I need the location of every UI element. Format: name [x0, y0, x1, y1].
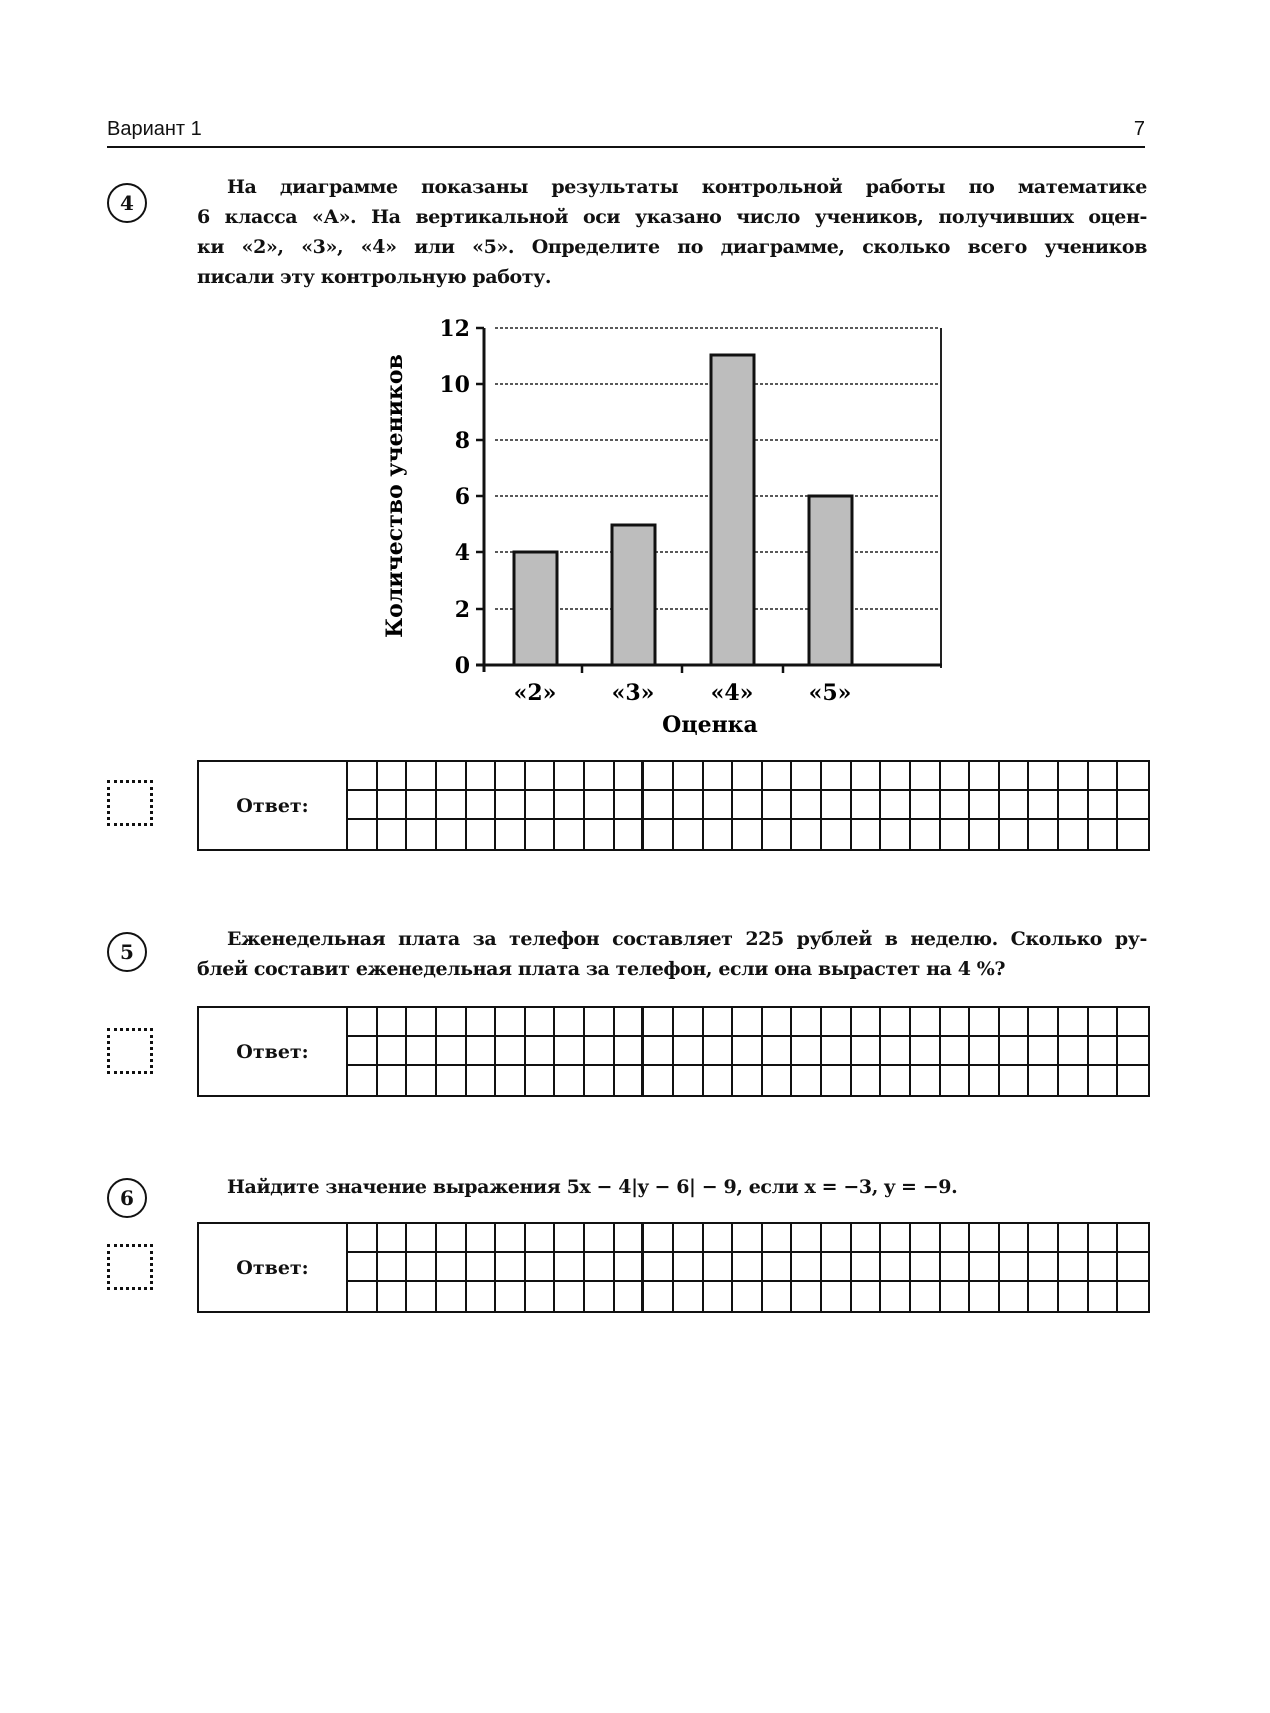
answer-cell[interactable] — [911, 1037, 941, 1066]
answer-cell[interactable] — [763, 820, 793, 849]
answer-cell[interactable] — [852, 1282, 882, 1311]
answer-cell[interactable] — [1118, 1282, 1148, 1311]
question-text-line: Еженедельная плата за телефон составляет 225 рублей в неделю. Сколько ру- — [227, 928, 1147, 950]
answer-cell[interactable] — [763, 1282, 793, 1311]
answer-cell[interactable] — [1089, 1282, 1119, 1311]
answer-cell[interactable] — [970, 762, 1000, 791]
answer-cell[interactable] — [1059, 762, 1089, 791]
answer-cell[interactable] — [526, 762, 556, 791]
answer-cell[interactable] — [555, 791, 585, 820]
answer-cell[interactable] — [1000, 1066, 1030, 1095]
bar-chart — [380, 300, 960, 750]
answer-cell[interactable] — [437, 1037, 467, 1066]
answer-cell[interactable] — [467, 1037, 497, 1066]
answer-cell[interactable] — [763, 791, 793, 820]
answer-cell[interactable] — [852, 1253, 882, 1282]
answer-cell[interactable] — [555, 1253, 585, 1282]
answer-cell[interactable] — [674, 1224, 704, 1253]
answer-cell[interactable] — [822, 1253, 852, 1282]
x-axis-title: Оценка — [662, 712, 758, 738]
answer-cell[interactable] — [407, 1037, 437, 1066]
answer-cell[interactable] — [496, 1066, 526, 1095]
answer-cell[interactable] — [763, 1037, 793, 1066]
answer-cell[interactable] — [881, 762, 911, 791]
question-text-line: ки «2», «3», «4» или «5». Определите по диаграмме, сколько всего учеников — [197, 236, 1147, 258]
answer-cell[interactable] — [348, 1008, 378, 1037]
answer-cell[interactable] — [526, 1253, 556, 1282]
answer-cell[interactable] — [615, 1224, 645, 1253]
question-number-badge: 4 — [107, 183, 147, 223]
answer-cell[interactable] — [378, 1066, 408, 1095]
answer-cell[interactable] — [792, 820, 822, 849]
answer-cell[interactable] — [555, 1037, 585, 1066]
answer-cell[interactable] — [1118, 762, 1148, 791]
answer-cell[interactable] — [881, 791, 911, 820]
answer-cell[interactable] — [585, 762, 615, 791]
answer-cell[interactable] — [585, 1253, 615, 1282]
svg-text:2: 2 — [454, 597, 470, 623]
answer-cell[interactable] — [911, 1224, 941, 1253]
answer-cell[interactable] — [733, 1224, 763, 1253]
answer-cell[interactable] — [526, 1037, 556, 1066]
answer-cell[interactable] — [1000, 1008, 1030, 1037]
answer-cell[interactable] — [822, 820, 852, 849]
svg-text:«5»: «5» — [808, 680, 852, 706]
answer-cell[interactable] — [1059, 1224, 1089, 1253]
answer-cell[interactable] — [1059, 1066, 1089, 1095]
answer-cell[interactable] — [852, 1037, 882, 1066]
answer-box[interactable] — [197, 760, 1150, 851]
answer-cell[interactable] — [1089, 1253, 1119, 1282]
answer-cell[interactable] — [733, 1066, 763, 1095]
answer-cell[interactable] — [911, 1253, 941, 1282]
answer-cell[interactable] — [911, 1282, 941, 1311]
answer-cell[interactable] — [1118, 1253, 1148, 1282]
answer-cell[interactable] — [1029, 762, 1059, 791]
header-divider — [107, 146, 1145, 148]
answer-cell[interactable] — [733, 762, 763, 791]
answer-cell[interactable] — [674, 820, 704, 849]
answer-cell[interactable] — [822, 1037, 852, 1066]
answer-grid[interactable] — [348, 1008, 1148, 1095]
answer-cell[interactable] — [763, 762, 793, 791]
answer-cell[interactable] — [941, 1037, 971, 1066]
answer-cell[interactable] — [467, 1066, 497, 1095]
answer-cell[interactable] — [941, 1253, 971, 1282]
y-tick-labels — [439, 316, 470, 679]
answer-label: Ответ: — [199, 762, 348, 849]
answer-cell[interactable] — [763, 1008, 793, 1037]
answer-cell[interactable] — [407, 791, 437, 820]
answer-cell[interactable] — [941, 1066, 971, 1095]
answer-cell[interactable] — [941, 762, 971, 791]
answer-cell[interactable] — [526, 1066, 556, 1095]
answer-cell[interactable] — [704, 762, 734, 791]
answer-cell[interactable] — [941, 791, 971, 820]
answer-cell[interactable] — [348, 1282, 378, 1311]
answer-cell[interactable] — [911, 1066, 941, 1095]
answer-cell[interactable] — [585, 1066, 615, 1095]
question-text-line: Найдите значение выражения 5x − 4|y − 6| − 9, если x = −3, y = −9. — [227, 1176, 958, 1198]
answer-cell[interactable] — [1029, 1253, 1059, 1282]
answer-cell[interactable] — [615, 820, 645, 849]
answer-box[interactable] — [197, 1222, 1150, 1313]
answer-cell[interactable] — [1029, 1037, 1059, 1066]
answer-cell[interactable] — [585, 1282, 615, 1311]
answer-label: Ответ: — [199, 1008, 348, 1095]
answer-cell[interactable] — [674, 1066, 704, 1095]
answer-cell[interactable] — [704, 1253, 734, 1282]
answer-cell[interactable] — [881, 1282, 911, 1311]
answer-cell[interactable] — [1089, 1037, 1119, 1066]
answer-cell[interactable] — [1059, 820, 1089, 849]
answer-cell[interactable] — [348, 1066, 378, 1095]
answer-cell[interactable] — [1029, 791, 1059, 820]
answer-cell[interactable] — [555, 1066, 585, 1095]
answer-cell[interactable] — [644, 762, 674, 791]
answer-cell[interactable] — [674, 762, 704, 791]
answer-cell[interactable] — [1118, 1066, 1148, 1095]
answer-cell[interactable] — [1000, 1224, 1030, 1253]
question-text-line: писали эту контрольную работу. — [197, 266, 552, 288]
answer-cell[interactable] — [1000, 820, 1030, 849]
answer-cell[interactable] — [822, 1066, 852, 1095]
svg-text:«3»: «3» — [611, 680, 655, 706]
question-text-line: 6 класса «А». На вертикальной оси указано число учеников, получивших оцен- — [197, 206, 1147, 228]
answer-cell[interactable] — [733, 791, 763, 820]
answer-cell[interactable] — [437, 1066, 467, 1095]
answer-cell[interactable] — [378, 1282, 408, 1311]
answer-cell[interactable] — [348, 1224, 378, 1253]
answer-cell[interactable] — [496, 1253, 526, 1282]
answer-cell[interactable] — [644, 791, 674, 820]
answer-cell[interactable] — [348, 791, 378, 820]
answer-cell[interactable] — [378, 820, 408, 849]
bar-grade-3 — [612, 525, 655, 665]
answer-cell[interactable] — [941, 1224, 971, 1253]
answer-cell[interactable] — [881, 1008, 911, 1037]
answer-cell[interactable] — [467, 1282, 497, 1311]
answer-cell[interactable] — [941, 1008, 971, 1037]
answer-cell[interactable] — [585, 1008, 615, 1037]
answer-cell[interactable] — [704, 1037, 734, 1066]
question-text-line: На диаграмме показаны результаты контрольной работы по математике — [227, 176, 1147, 198]
answer-cell[interactable] — [852, 762, 882, 791]
question-4-text — [197, 172, 1147, 292]
answer-cell[interactable] — [941, 820, 971, 849]
answer-cell[interactable] — [674, 1253, 704, 1282]
answer-cell[interactable] — [644, 1224, 674, 1253]
answer-cell[interactable] — [1059, 1253, 1089, 1282]
answer-cell[interactable] — [467, 1224, 497, 1253]
answer-cell[interactable] — [585, 820, 615, 849]
answer-cell[interactable] — [644, 1282, 674, 1311]
answer-cell[interactable] — [555, 820, 585, 849]
answer-cell[interactable] — [852, 1224, 882, 1253]
answer-cell[interactable] — [704, 791, 734, 820]
bar-grade-4 — [711, 355, 754, 665]
answer-cell[interactable] — [970, 1066, 1000, 1095]
answer-cell[interactable] — [526, 791, 556, 820]
answer-cell[interactable] — [881, 1037, 911, 1066]
answer-cell[interactable] — [1029, 1008, 1059, 1037]
answer-cell[interactable] — [585, 1037, 615, 1066]
answer-cell[interactable] — [1089, 762, 1119, 791]
answer-cell[interactable] — [822, 791, 852, 820]
question-text-line: блей составит еженедельная плата за телефон, если она вырастет на 4 %? — [197, 958, 1006, 980]
answer-cell[interactable] — [555, 762, 585, 791]
answer-cell[interactable] — [1059, 1037, 1089, 1066]
answer-cell[interactable] — [467, 762, 497, 791]
answer-cell[interactable] — [437, 762, 467, 791]
answer-cell[interactable] — [378, 791, 408, 820]
answer-cell[interactable] — [1029, 1066, 1059, 1095]
answer-cell[interactable] — [852, 1008, 882, 1037]
question-number-badge: 5 — [107, 932, 147, 972]
answer-cell[interactable] — [1089, 791, 1119, 820]
answer-cell[interactable] — [881, 1224, 911, 1253]
answer-cell[interactable] — [496, 791, 526, 820]
answer-cell[interactable] — [852, 1066, 882, 1095]
answer-cell[interactable] — [1059, 1282, 1089, 1311]
answer-cell[interactable] — [881, 1253, 911, 1282]
answer-cell[interactable] — [1059, 1008, 1089, 1037]
answer-cell[interactable] — [792, 1282, 822, 1311]
question-6-text — [197, 1172, 1147, 1202]
answer-cell[interactable] — [852, 791, 882, 820]
answer-cell[interactable] — [437, 1224, 467, 1253]
answer-cell[interactable] — [1000, 1253, 1030, 1282]
answer-cell[interactable] — [526, 1282, 556, 1311]
answer-cell[interactable] — [1089, 820, 1119, 849]
answer-cell[interactable] — [1029, 1282, 1059, 1311]
answer-cell[interactable] — [1059, 791, 1089, 820]
answer-cell[interactable] — [792, 762, 822, 791]
answer-cell[interactable] — [348, 1037, 378, 1066]
answer-cell[interactable] — [615, 1253, 645, 1282]
answer-cell[interactable] — [674, 1008, 704, 1037]
answer-cell[interactable] — [822, 1282, 852, 1311]
answer-cell[interactable] — [881, 1066, 911, 1095]
answer-cell[interactable] — [1118, 820, 1148, 849]
answer-cell[interactable] — [467, 1253, 497, 1282]
answer-cell[interactable] — [822, 1224, 852, 1253]
svg-text:4: 4 — [454, 540, 470, 566]
x-tick-labels — [514, 680, 852, 706]
answer-cell[interactable] — [792, 1008, 822, 1037]
answer-cell[interactable] — [378, 1224, 408, 1253]
bar-grade-2 — [514, 552, 557, 665]
answer-cell[interactable] — [407, 1282, 437, 1311]
answer-cell[interactable] — [792, 1037, 822, 1066]
answer-cell[interactable] — [348, 820, 378, 849]
answer-cell[interactable] — [437, 1253, 467, 1282]
answer-cell[interactable] — [911, 1008, 941, 1037]
answer-cell[interactable] — [970, 1008, 1000, 1037]
answer-cell[interactable] — [1000, 1037, 1030, 1066]
answer-cell[interactable] — [1118, 1037, 1148, 1066]
answer-cell[interactable] — [555, 1008, 585, 1037]
bars — [514, 355, 852, 665]
svg-text:«4»: «4» — [710, 680, 754, 706]
answer-cell[interactable] — [674, 1037, 704, 1066]
answer-cell[interactable] — [555, 1224, 585, 1253]
score-box[interactable] — [107, 1028, 153, 1074]
answer-cell[interactable] — [644, 1037, 674, 1066]
answer-cell[interactable] — [1000, 791, 1030, 820]
answer-box[interactable] — [197, 1006, 1150, 1097]
answer-cell[interactable] — [407, 1066, 437, 1095]
answer-cell[interactable] — [585, 1224, 615, 1253]
answer-cell[interactable] — [407, 1253, 437, 1282]
question-5-text — [197, 924, 1147, 984]
answer-cell[interactable] — [407, 1008, 437, 1037]
answer-cell[interactable] — [674, 791, 704, 820]
answer-cell[interactable] — [911, 791, 941, 820]
score-box[interactable] — [107, 1244, 153, 1290]
answer-cell[interactable] — [615, 1066, 645, 1095]
answer-cell[interactable] — [1029, 1224, 1059, 1253]
answer-cell[interactable] — [911, 820, 941, 849]
answer-cell[interactable] — [792, 791, 822, 820]
answer-cell[interactable] — [526, 1008, 556, 1037]
answer-cell[interactable] — [1089, 1066, 1119, 1095]
answer-cell[interactable] — [1089, 1224, 1119, 1253]
answer-cell[interactable] — [378, 1037, 408, 1066]
answer-cell[interactable] — [526, 820, 556, 849]
answer-cell[interactable] — [467, 1008, 497, 1037]
svg-text:6: 6 — [454, 484, 470, 510]
answer-cell[interactable] — [733, 1037, 763, 1066]
answer-cell[interactable] — [970, 1037, 1000, 1066]
answer-cell[interactable] — [496, 762, 526, 791]
answer-cell[interactable] — [1029, 820, 1059, 849]
answer-cell[interactable] — [704, 1008, 734, 1037]
answer-cell[interactable] — [615, 1282, 645, 1311]
answer-cell[interactable] — [1000, 1282, 1030, 1311]
answer-cell[interactable] — [496, 1037, 526, 1066]
answer-cell[interactable] — [704, 1282, 734, 1311]
answer-cell[interactable] — [407, 820, 437, 849]
answer-cell[interactable] — [526, 1224, 556, 1253]
answer-cell[interactable] — [852, 820, 882, 849]
answer-cell[interactable] — [496, 1224, 526, 1253]
answer-label: Ответ: — [199, 1224, 348, 1311]
answer-cell[interactable] — [792, 1224, 822, 1253]
answer-cell[interactable] — [792, 1066, 822, 1095]
y-axis-title: Количество учеников — [382, 354, 408, 638]
answer-cell[interactable] — [348, 1253, 378, 1282]
answer-cell[interactable] — [733, 820, 763, 849]
answer-cell[interactable] — [941, 1282, 971, 1311]
answer-cell[interactable] — [970, 820, 1000, 849]
answer-cell[interactable] — [496, 820, 526, 849]
answer-cell[interactable] — [704, 1224, 734, 1253]
answer-cell[interactable] — [378, 1008, 408, 1037]
answer-cell[interactable] — [970, 791, 1000, 820]
answer-cell[interactable] — [970, 1253, 1000, 1282]
answer-grid[interactable] — [348, 1224, 1148, 1311]
svg-text:«2»: «2» — [513, 680, 557, 706]
bar-grade-5 — [809, 496, 852, 665]
answer-cell[interactable] — [1089, 1008, 1119, 1037]
answer-cell[interactable] — [911, 762, 941, 791]
answer-cell[interactable] — [378, 762, 408, 791]
answer-cell[interactable] — [822, 762, 852, 791]
answer-cell[interactable] — [585, 791, 615, 820]
svg-text:0: 0 — [454, 653, 470, 679]
answer-cell[interactable] — [644, 1008, 674, 1037]
answer-cell[interactable] — [644, 1253, 674, 1282]
answer-cell[interactable] — [496, 1008, 526, 1037]
answer-cell[interactable] — [674, 1282, 704, 1311]
answer-cell[interactable] — [763, 1253, 793, 1282]
answer-cell[interactable] — [704, 1066, 734, 1095]
answer-cell[interactable] — [615, 1037, 645, 1066]
answer-cell[interactable] — [970, 1282, 1000, 1311]
answer-cell[interactable] — [822, 1008, 852, 1037]
answer-cell[interactable] — [437, 1008, 467, 1037]
answer-cell[interactable] — [467, 820, 497, 849]
answer-cell[interactable] — [407, 1224, 437, 1253]
answer-cell[interactable] — [615, 1008, 645, 1037]
question-number-badge: 6 — [107, 1178, 147, 1218]
svg-text:8: 8 — [454, 428, 470, 454]
answer-cell[interactable] — [467, 791, 497, 820]
answer-cell[interactable] — [733, 1282, 763, 1311]
answer-cell[interactable] — [763, 1066, 793, 1095]
variant-label: Вариант 1 — [107, 118, 202, 140]
answer-cell[interactable] — [555, 1282, 585, 1311]
page-number: 7 — [1133, 118, 1145, 140]
answer-cell[interactable] — [644, 820, 674, 849]
answer-cell[interactable] — [378, 1253, 408, 1282]
answer-cell[interactable] — [437, 791, 467, 820]
answer-cell[interactable] — [733, 1008, 763, 1037]
answer-cell[interactable] — [704, 820, 734, 849]
answer-cell[interactable] — [615, 791, 645, 820]
answer-grid[interactable] — [348, 762, 1148, 849]
answer-cell[interactable] — [615, 762, 645, 791]
answer-cell[interactable] — [970, 1224, 1000, 1253]
answer-cell[interactable] — [1000, 762, 1030, 791]
answer-cell[interactable] — [763, 1224, 793, 1253]
answer-cell[interactable] — [1118, 791, 1148, 820]
answer-cell[interactable] — [348, 762, 378, 791]
answer-cell[interactable] — [733, 1253, 763, 1282]
answer-cell[interactable] — [437, 820, 467, 849]
answer-cell[interactable] — [437, 1282, 467, 1311]
answer-cell[interactable] — [496, 1282, 526, 1311]
answer-cell[interactable] — [1118, 1008, 1148, 1037]
answer-cell[interactable] — [644, 1066, 674, 1095]
svg-text:12: 12 — [439, 316, 470, 342]
score-box[interactable] — [107, 780, 153, 826]
answer-cell[interactable] — [1118, 1224, 1148, 1253]
answer-cell[interactable] — [407, 762, 437, 791]
answer-cell[interactable] — [881, 820, 911, 849]
svg-text:10: 10 — [439, 372, 470, 398]
answer-cell[interactable] — [792, 1253, 822, 1282]
